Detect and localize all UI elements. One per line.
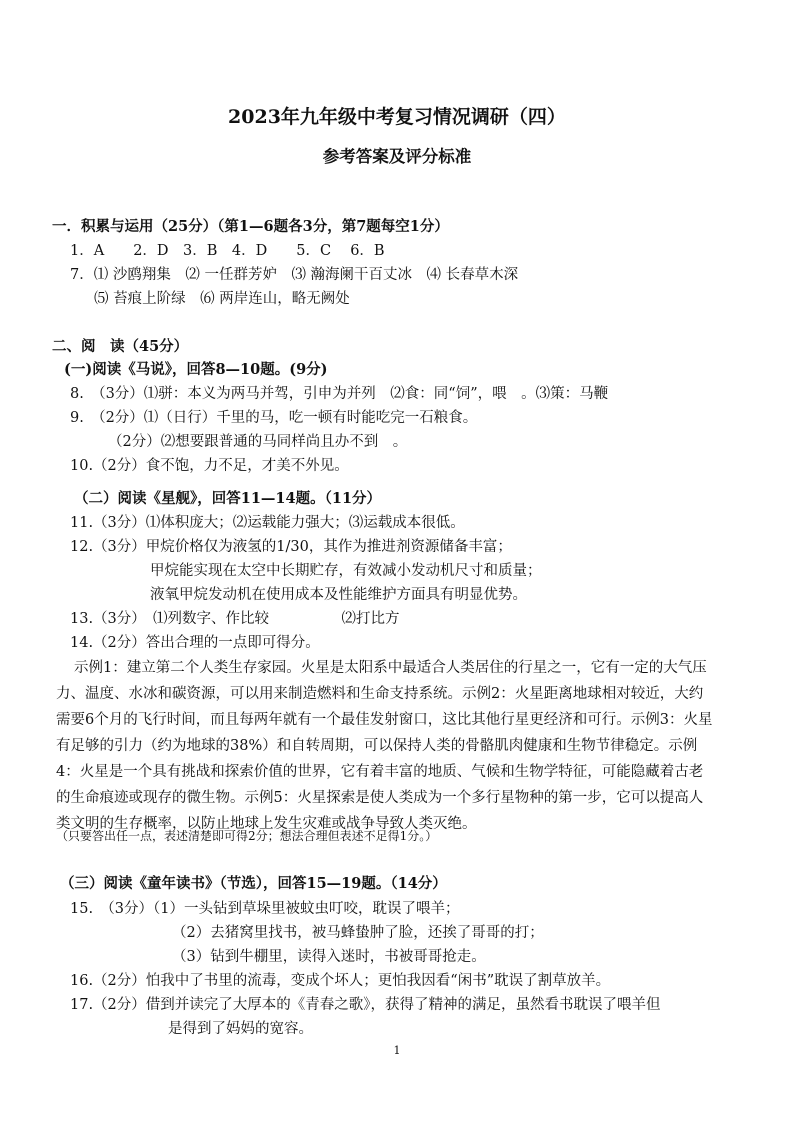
- part2-heading: （二）阅读《星舰》，回答11—14题。（11分）: [74, 490, 382, 507]
- q15-answer-a: 15. （3分）（1）一头钻到草垛里被蚊虫叮咬，耽误了喂羊；: [70, 901, 460, 917]
- q10-answer: 10.（2分）食不饱，力不足，才美不外见。: [70, 458, 349, 474]
- q7-answers-line2: ⑸ 苔痕上阶绿 ⑹ 两岸连山，略无阙处: [94, 291, 350, 307]
- q17-answer-a: 17.（2分）借到并读完了大厚本的《青春之歌》，获得了精神的满足，虽然看书耽误了喂羊但: [70, 997, 661, 1013]
- part1-heading: (一)阅读《马说》，回答8—10题。(9分): [64, 361, 328, 378]
- part3-heading: （三）阅读《童年读书》（节选），回答15—19题。（14分）: [60, 875, 447, 892]
- page-number: 1: [393, 1044, 401, 1057]
- q11-answer: 11.（3分）⑴体积庞大；⑵运载能力强大；⑶运载成本很低。: [70, 515, 465, 531]
- q12-answer-c: 液氧甲烷发动机在使用成本及性能维护方面具有明显优势。: [150, 587, 527, 603]
- q14-scoring-note: （只要答出任一点，表述清楚即可得2分；想法合理但表述不足得1分。）: [56, 829, 438, 843]
- q9-answer-b: （2分）⑵想要跟普通的马同样尚且办不到 。: [108, 434, 408, 450]
- section2-heading: 二、阅 读（45分）: [52, 338, 189, 355]
- q17-answer-b: 是得到了妈妈的宽容。: [168, 1021, 313, 1037]
- mc-answers: 1．A 2．D 3．B 4．D 5．C 6．B: [70, 243, 385, 259]
- q13-answer: 13.（3分） ⑴列数字、作比较 ⑵打比方: [70, 611, 400, 627]
- q12-answer-b: 甲烷能实现在太空中长期贮存，有效减小发动机尺寸和质量；: [150, 563, 542, 579]
- section1-heading: 一．积累与运用（25分）（第1—6题各3分，第7题每空1分）: [52, 218, 449, 235]
- page-title: 2023年九年级中考复习情况调研（四）: [228, 106, 566, 128]
- q12-answer-a: 12.（3分）甲烷价格仅为液氢的1/30，其作为推进剂资源储备丰富；: [70, 539, 512, 555]
- q8-answer: 8. （3分）⑴骈：本义为两马并驾，引申为并列 ⑵食：同“饲”，喂 。⑶策：马鞭: [70, 386, 609, 402]
- page-subtitle: 参考答案及评分标准: [322, 147, 472, 166]
- q14-examples: 示例1：建立第二个人类生存家园。火星是太阳系中最适合人类居住的行星之一，它有一定的大气压力、温度、水冰和碳资源，可以用来制造燃料和生命支持系统。示例2：火星距离地球相对较近，大约需要6个月的飞行时间，而且每两年就有一个最佳发射窗口，这比其他行星更经济和可行。示例3：火星有足够的引力（约为地球的38%）和自转周期，可以保持人类的骨骼肌肉健康和生物节律稳定。示例4：火星是一个具有挑战和探索价值的世界，它有着丰富的地质、气候和生物学特征，可能隐藏着古老的生命痕迹或现存的微生物。示例5：火星探索是使人类成为一个多行星物种的第一步，它可以提高人类文明的生存概率，以防止地球上发生灾难或战争导致人类灭绝。: [56, 660, 713, 832]
- q7-answers-line1: 7．⑴ 沙鸥翔集 ⑵ 一任群芳妒 ⑶ 瀚海阑干百丈冰 ⑷ 长春草木深: [70, 267, 519, 283]
- q15-answer-b: （2）去猪窝里找书，被马蜂蛰肿了脸，还挨了哥哥的打；: [172, 925, 544, 941]
- q15-answer-c: （3）钻到牛棚里，读得入迷时，书被哥哥抢走。: [172, 949, 486, 965]
- q14-answer: 14.（2分）答出合理的一点即可得分。: [70, 635, 320, 651]
- q9-answer-a: 9. （2分）⑴（日行）千里的马，吃一顿有时能吃完一石粮食。: [70, 410, 478, 426]
- q16-answer: 16.（2分）怕我中了书里的流毒，变成个坏人；更怕我因看“闲书”耽误了割草放羊。: [70, 973, 611, 989]
